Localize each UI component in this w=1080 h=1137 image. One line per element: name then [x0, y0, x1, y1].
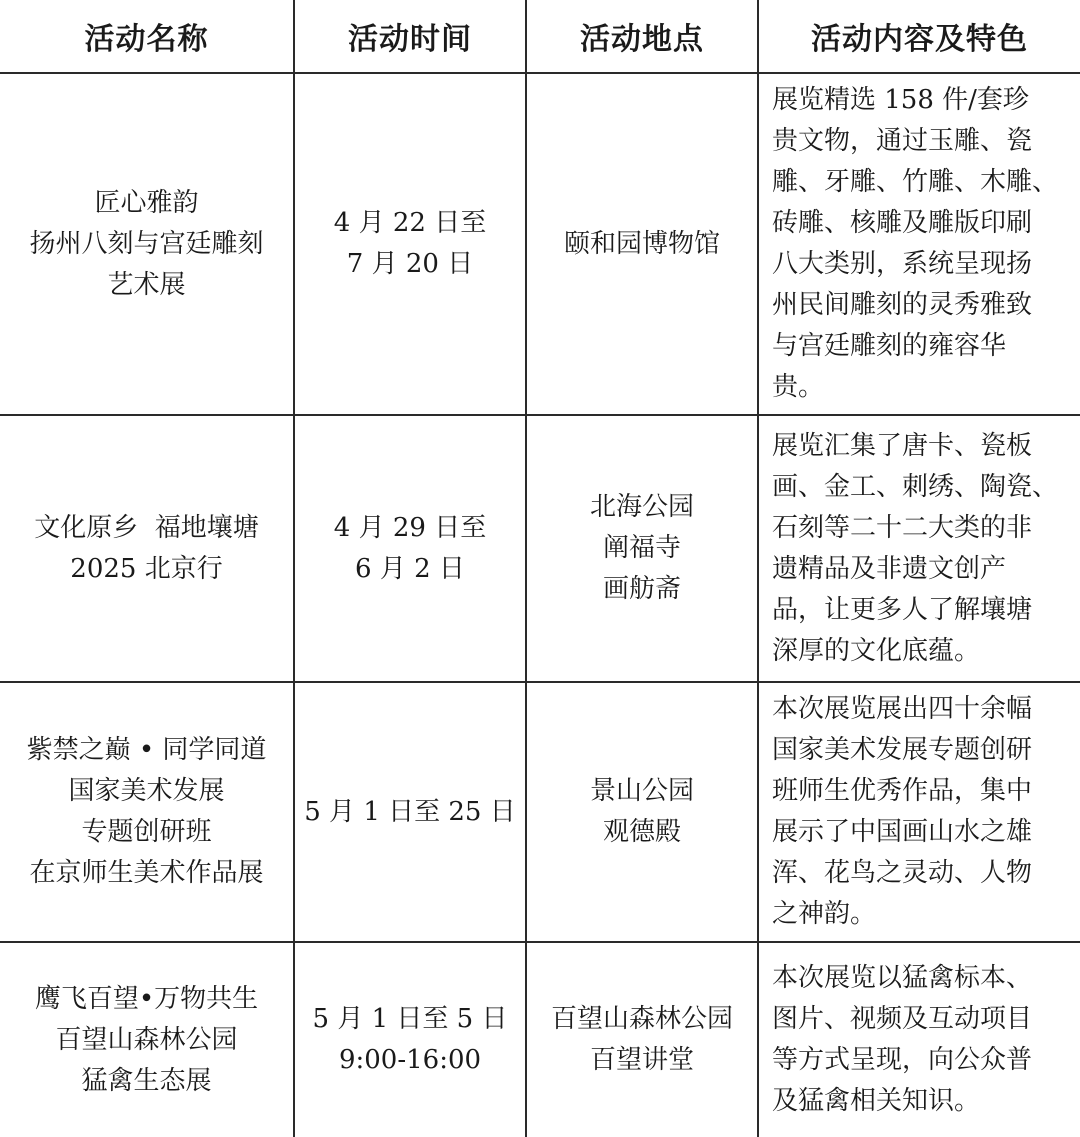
content-line: 本次展览展出四十余幅 [772, 694, 1033, 724]
name-line: 百望山森林公园 [55, 1024, 238, 1055]
content-line: 画、金工、刺绣、陶瓷、 [772, 471, 1059, 502]
header-content [759, 0, 1080, 72]
header-place [527, 0, 757, 72]
content-line: 贵文物，通过玉雕、瓷 [772, 126, 1033, 156]
row2-content [772, 416, 1072, 681]
row4-time [295, 943, 525, 1137]
name-line: 紫禁之巅 • 同学同道 [26, 735, 267, 765]
header-name [0, 0, 293, 72]
row3-time [295, 683, 525, 941]
content-line: 图片、视频及互动项目 [772, 1004, 1033, 1034]
name-line: 文化原乡 福地壤塘 [34, 512, 259, 543]
content-line: 与宫廷雕刻的雍容华 [772, 331, 1007, 361]
row4-content [772, 943, 1072, 1137]
content-line: 州民间雕刻的灵秀雅致 [772, 290, 1033, 320]
content-line: 班师生优秀作品，集中 [772, 776, 1033, 806]
row1-place [527, 74, 757, 414]
time-line: 5 月 1 日至 5 日 [312, 1004, 508, 1034]
row2-place [527, 416, 757, 681]
content-line: 遗精品及非遗文创产 [772, 553, 1007, 584]
row2-time [295, 416, 525, 681]
time-line: 4 月 29 日至 [333, 512, 487, 543]
content-line: 等方式呈现，向公众普 [772, 1045, 1033, 1075]
row4-name [0, 943, 293, 1137]
name-line: 艺术展 [107, 269, 186, 300]
time-line: 5 月 1 日至 25 日 [304, 796, 516, 827]
name-line: 国家美术发展 [68, 776, 225, 806]
place-line: 百望山森林公园 [550, 1004, 733, 1034]
row4-place [527, 943, 757, 1137]
header-time-label: 活动时间 [348, 22, 472, 57]
name-line: 猛禽生态展 [81, 1065, 212, 1096]
content-line: 本次展览以猛禽标本、 [772, 963, 1033, 993]
header-content-label: 活动内容及特色 [811, 22, 1028, 57]
content-line: 品，让更多人了解壤塘 [772, 594, 1033, 625]
name-line: 2025 北京行 [70, 553, 223, 584]
content-line: 八大类别，系统呈现扬 [772, 249, 1033, 279]
row3-name [0, 683, 293, 941]
header-name-label: 活动名称 [84, 22, 209, 57]
row1-time [295, 74, 525, 414]
content-line: 石刻等二十二大类的非 [772, 512, 1033, 543]
header-place-label: 活动地点 [580, 22, 704, 57]
content-line: 雕、牙雕、竹雕、木雕、 [772, 167, 1059, 197]
row2-name [0, 416, 293, 681]
content-line: 浑、花鸟之灵动、人物 [772, 858, 1033, 888]
place-line: 颐和园博物馆 [563, 228, 720, 259]
place-line: 百望讲堂 [589, 1045, 694, 1075]
place-line: 景山公园 [589, 776, 694, 806]
name-line: 鹰飞百望•万物共生 [34, 983, 259, 1014]
name-line: 扬州八刻与宫廷雕刻 [29, 228, 264, 259]
content-line: 展示了中国画山水之雄 [772, 817, 1033, 847]
name-line: 在京师生美术作品展 [29, 858, 264, 888]
place-line: 观德殿 [602, 817, 681, 847]
content-line: 展览精选 158 件/套珍 [772, 85, 1029, 115]
name-line: 专题创研班 [81, 817, 212, 847]
place-line: 北海公园 [589, 492, 694, 522]
column-divider [757, 0, 759, 1137]
time-line: 9:00-16:00 [338, 1045, 482, 1075]
name-line: 匠心雅韵 [94, 187, 199, 218]
content-line: 之神韵。 [772, 899, 877, 929]
time-line: 6 月 2 日 [355, 553, 465, 584]
time-line: 4 月 22 日至 [333, 208, 487, 238]
place-line: 画舫斋 [602, 574, 681, 604]
content-line: 深厚的文化底蕴。 [772, 635, 981, 666]
content-line: 国家美术发展专题创研 [772, 735, 1033, 765]
place-line: 阐福寺 [602, 533, 681, 563]
header-time [295, 0, 525, 72]
content-line: 砖雕、核雕及雕版印刷 [772, 208, 1033, 238]
row3-content [772, 683, 1072, 941]
row1-name [0, 74, 293, 414]
row1-content [772, 74, 1072, 414]
time-line: 7 月 20 日 [346, 249, 474, 279]
row3-place [527, 683, 757, 941]
content-line: 及猛禽相关知识。 [772, 1086, 981, 1116]
content-line: 展览汇集了唐卡、瓷板 [772, 430, 1033, 461]
content-line: 贵。 [772, 372, 825, 402]
